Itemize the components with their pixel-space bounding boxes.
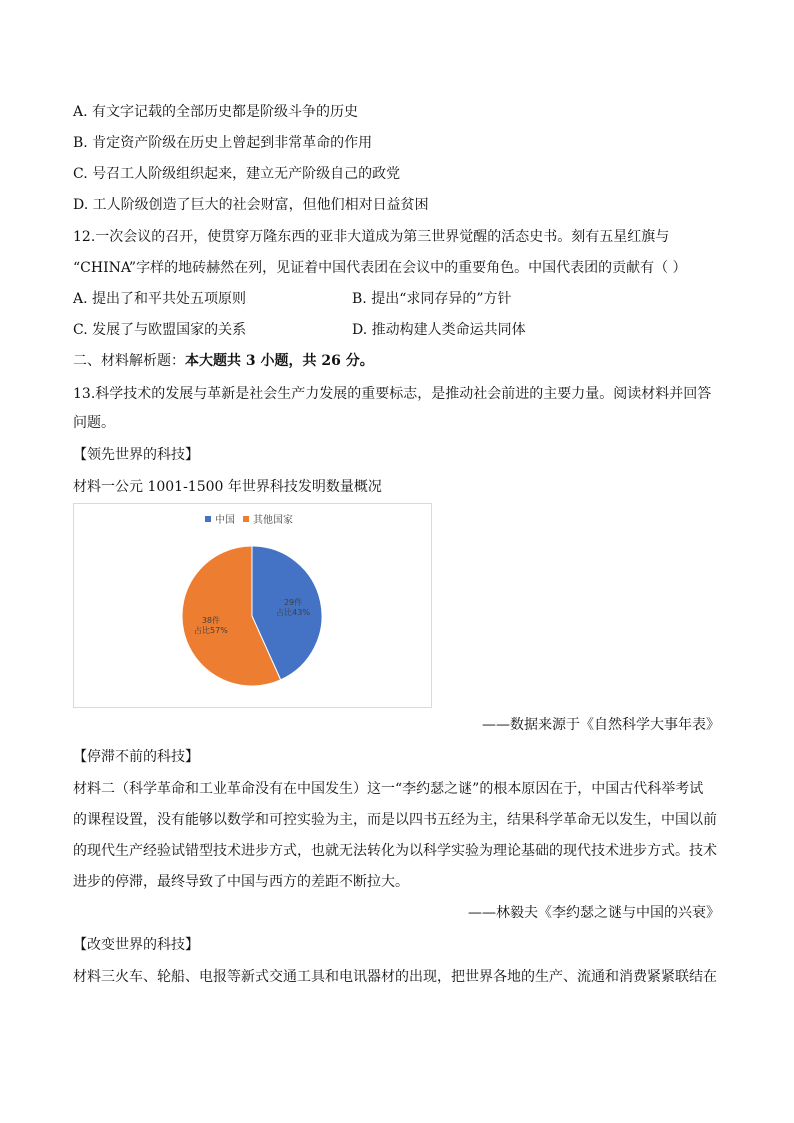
q12-option-b: B. 提出“求同存异的”方针 [352,291,512,307]
heading-changing-tech: 【改变世界的科技】 [73,937,199,953]
source-1: ——数据来源于《自然科学大事年表》 [482,717,720,733]
q11-option-a: A. 有文字记载的全部历史都是阶级斗争的历史 [73,104,359,120]
section-header [73,352,374,370]
chart-legend [205,513,293,526]
q12-stem-line2: “CHINA”字样的地砖赫然在列，见证着中国代表团在会议中的重要角色。中国代表团的贡献有（ ） [73,260,687,276]
material2-line3: 的现代生产经验试错型技术进步方式，也就无法转化为以科学实验为理论基础的现代技术进步方式。技术 [73,843,717,859]
pie-slice-label-1: 38件占比57% [194,615,228,635]
pie-chart-svg [74,504,431,707]
material2-line4: 进步的停滞，最终导致了中国与西方的差距不断拉大。 [73,874,409,890]
pie-slice-label-0: 29件占比43% [276,598,310,618]
legend-swatch-0 [205,516,211,522]
q13-stem-line1: 13.科学技术的发展与革新是社会生产力发展的重要标志，是推动社会前进的主要力量。阅读材料并回答 [73,386,712,402]
q12-stem-line1: 12.一次会议的召开，使贯穿万隆东西的亚非大道成为第三世界觉醒的活态史书。刻有五星红旗与 [73,229,670,245]
section-header-prefix: 二、材料解析题： [73,353,185,369]
material2-line1: 材料二（科学革命和工业革命没有在中国发生）这一“李约瑟之谜”的根本原因在于，中国古代科举考试 [73,781,704,797]
heading-stagnant-tech: 【停滞不前的科技】 [73,749,199,765]
source-2: ——林毅夫《李约瑟之谜与中国的兴衰》 [468,905,720,921]
q12-option-a: A. 提出了和平共处五项原则 [73,291,247,307]
legend-swatch-1 [243,516,249,522]
pie-chart [73,503,432,708]
q11-option-c: C. 号召工人阶级组织起来，建立无产阶级自己的政党 [73,166,401,182]
q12-option-d: D. 推动构建人类命运共同体 [352,322,526,338]
material1-title: 材料一公元 1001-1500 年世界科技发明数量概况 [73,479,382,495]
section-header-rest: 本大题共 3 小题，共 26 分。 [185,353,374,369]
q11-option-d: D. 工人阶级创造了巨大的社会财富，但他们相对日益贫困 [73,197,429,213]
legend-label-1: 其他国家 [253,515,293,526]
heading-leading-tech: 【领先世界的科技】 [73,447,199,463]
material2-line2: 的课程设置，没有能够以数学和可控实验为主，而是以四书五经为主，结果科学革命无以发生，中国以前 [73,812,717,828]
q12-option-c: C. 发展了与欧盟国家的关系 [73,322,247,338]
material3-line1: 材料三火车、轮船、电报等新式交通工具和电讯器材的出现，把世界各地的生产、流通和消费紧紧联结在 [73,969,717,985]
q11-option-b: B. 肯定资产阶级在历史上曾起到非常革命的作用 [73,135,373,151]
q13-stem-line2: 问题。 [73,415,115,431]
legend-label-0: 中国 [215,515,235,526]
